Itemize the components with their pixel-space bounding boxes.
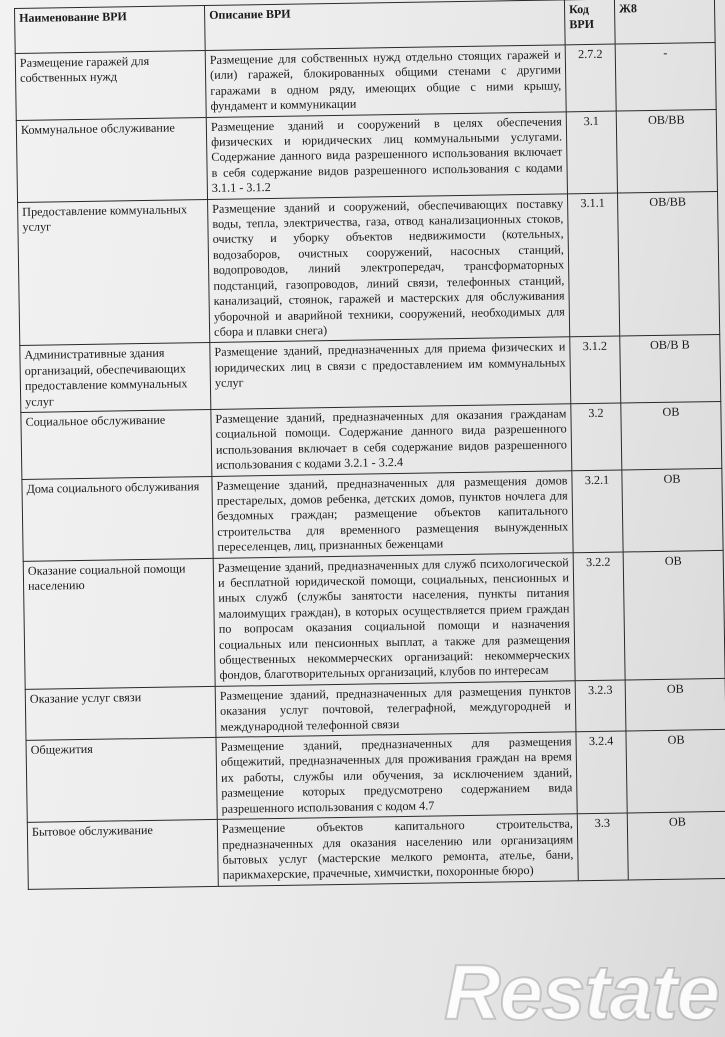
- row-name: Оказание услуг связи: [25, 686, 216, 740]
- row-name: Оказание социальной помощи населению: [23, 558, 215, 689]
- table-row: [21, 401, 722, 479]
- table-row: [22, 468, 723, 561]
- row-code: 3.2.4: [576, 731, 627, 814]
- row-description: Размещение зданий, предназначенных для размещения пунктов оказания услуг почтовой, телеграфной, междугородней и международной телефонной связи: [215, 681, 576, 738]
- row-description: Размещение зданий, предназначенных для служб психологической и бесплатной юридической помощи, социальных, пенсионных и иных служб (службы занятости населения, пункты питания малоимущих граждан), в которых осуществляется прием граждан по вопросам оказания социальной помощи и назначения социальных или пенсионных выплат, а также для размещения общественных некоммерческих организаций: некоммерческих фондов, благотворительных организаций, клубов по интересам: [213, 552, 575, 686]
- row-name: Общежития: [26, 737, 217, 822]
- row-code: 3.2.1: [572, 470, 623, 553]
- row-zone: ОВ/ВВ: [617, 191, 719, 336]
- row-description: Размещение объектов капитального строительства, предназначенных для оказания населению или организациям бытовых услуг (мастерские мелкого ремонта, ателье, бани, парикмахерские, прачечные, химчистки, похоронные бюро): [217, 814, 578, 886]
- row-name: Размещение гаражей для собственных нужд: [15, 51, 206, 121]
- row-name: Предоставление коммунальных услуг: [18, 199, 210, 346]
- table-row: [16, 109, 717, 202]
- row-name: Коммунальное обслуживание: [16, 117, 207, 202]
- row-name: Бытовое обслуживание: [27, 820, 218, 890]
- row-zone: ОВ: [622, 468, 723, 552]
- row-description: Размещение зданий, предназначенных для приема физических и юридических лиц в связи с предоставлением им коммунальных услуг: [210, 337, 571, 409]
- row-description: Размещение зданий, предназначенных для размещения общежитий, предназначенных для проживания граждан на время их работы, службы или обучения, за исключением зданий, размещение которых предусмотрено содержанием вида разрешенного использования с кодом 4.7: [216, 732, 577, 820]
- table-row: [15, 42, 716, 120]
- vri-table: [14, 0, 725, 890]
- header-name: Наименование ВРИ: [15, 6, 206, 54]
- header-description: Описание ВРИ: [204, 0, 565, 51]
- row-description: Размещение для собственных нужд отдельно стоящих гаражей и (или) гаражей, блокированных общими стенами с другими гаражами в одном ряду, имеющих общие с ними крышу, фундамент и коммуникации: [205, 45, 566, 117]
- header-zone: Ж8: [614, 0, 715, 44]
- table-row: [20, 335, 721, 413]
- row-code: 3.3: [577, 813, 628, 880]
- table-row: [27, 811, 725, 889]
- row-code: 3.1.1: [567, 193, 619, 337]
- row-description: Размещение зданий и сооружений в целях обеспечения физических и юридических лиц коммунальными услугами. Содержание данного вида разрешенного использования включает в себя содержание видов разрешенного использования с кодами 3.1.1 - 3.1.2: [206, 111, 567, 199]
- table-row: [23, 550, 725, 689]
- row-description: Размещение зданий и сооружений, обеспечивающих поставку воды, тепла, электричества, газа, отвод канализационных стоков, очистку и уборку объектов недвижимости (котельных, водозаборов, очистных сооружений, насосных станций, водопроводов, линий электропередач, трансформаторных подстанций, газопроводов, линий связи, телефонных станций, канализаций, стоянок, гаражей и мастерских для обслуживания уборочной и аварийной техники, сооружений, необходимых для сбора и плавки снега): [208, 193, 570, 342]
- table-row: [18, 191, 720, 346]
- restate-watermark-logo: Restate: [444, 948, 719, 1036]
- row-code: 3.2.3: [575, 680, 626, 732]
- row-name: Административные здания организаций, обеспечивающих предоставление коммунальных услуг: [20, 343, 211, 413]
- row-code: 3.2.2: [573, 552, 625, 681]
- row-description: Размещение зданий, предназначенных для размещения домов престарелых, домов ребенка, детских домов, пунктов ночлега для бездомных граждан; размещение объектов капитального строительства для временного размещения вынужденных переселенцев, лиц, признанных беженцами: [212, 470, 573, 558]
- row-zone: ОВ/ВВ: [616, 109, 717, 193]
- table-row: [26, 729, 725, 822]
- row-zone: -: [615, 42, 716, 110]
- row-name: Социальное обслуживание: [21, 409, 212, 479]
- row-description: Размещение зданий, предназначенных для оказания гражданам социальной помощи. Содержание данного вида разрешенного использования включает в себя содержание видов разрешенного использования с кодами 3.2.1 - 3.2.4: [211, 404, 572, 476]
- row-zone: ОВ: [621, 401, 722, 469]
- row-code: 3.1.2: [570, 336, 621, 403]
- row-zone: ОВ: [623, 550, 725, 680]
- row-code: 3.2: [571, 403, 622, 470]
- row-code: 3.1: [566, 111, 617, 194]
- row-name: Дома социального обслуживания: [22, 476, 213, 561]
- row-zone: ОВ: [625, 678, 725, 731]
- row-zone: ОВ: [627, 811, 725, 879]
- header-code: Код ВРИ: [564, 0, 615, 45]
- row-zone: ОВ: [626, 729, 725, 813]
- row-code: 2.7.2: [565, 44, 616, 111]
- row-zone: ОВ/В В: [620, 335, 721, 403]
